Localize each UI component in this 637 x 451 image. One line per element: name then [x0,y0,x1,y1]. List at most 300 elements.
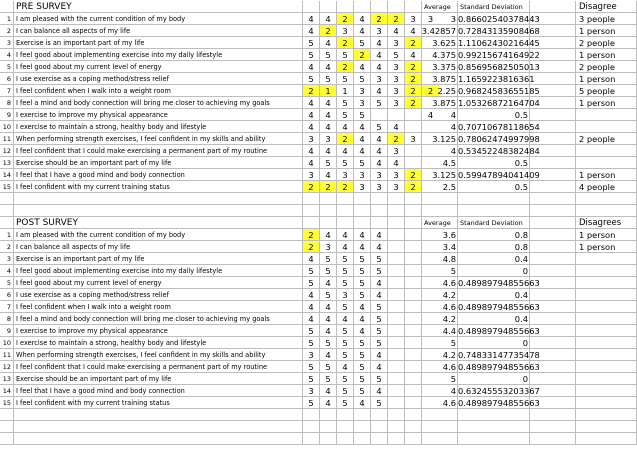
empty-cell[interactable] [388,325,405,337]
score-cell[interactable]: 4 [303,13,320,25]
score-cell[interactable]: 4 [371,145,388,157]
score-cell[interactable]: 2 [405,73,422,85]
score-cell[interactable]: 4 [303,313,320,325]
survey-statement[interactable]: I use exercise as a coping method/stress relief [14,289,303,301]
survey-statement[interactable]: I feel good about my current level of energy [14,61,303,73]
average-value[interactable]: 4.2 [422,289,458,301]
empty-cell[interactable] [388,265,405,277]
score-cell[interactable]: 3 [303,169,320,181]
disagree-count[interactable]: 1 person [576,241,637,253]
score-cell[interactable] [405,121,422,133]
score-cell[interactable]: 3 [303,133,320,145]
pre-std-dev-header[interactable]: Standard Deviation [458,1,530,13]
score-cell[interactable]: 2 [388,13,405,25]
score-average-cell[interactable] [422,109,458,121]
empty-cell[interactable] [405,253,422,265]
empty-cell[interactable] [405,421,422,433]
survey-statement[interactable]: I am pleased with the current condition of my body [14,229,303,241]
score-cell[interactable]: 2 [337,13,354,25]
survey-statement[interactable]: I feel good about my current level of energy [14,277,303,289]
score-cell[interactable]: 2 [405,85,422,97]
score-average-cell[interactable] [422,25,458,37]
empty-cell[interactable] [0,409,14,421]
empty-cell[interactable] [530,433,576,445]
disagree-count[interactable] [576,289,637,301]
score-cell[interactable]: 2 [303,85,320,97]
empty-cell[interactable] [371,409,388,421]
survey-statement[interactable]: I use exercise as a coping method/stress relief [14,73,303,85]
empty-cell[interactable] [354,409,371,421]
survey-statement[interactable]: I can balance all aspects of my life [14,25,303,37]
score-cell[interactable]: 2 [320,25,337,37]
survey-statement[interactable]: Exercise is an important part of my life [14,37,303,49]
std-dev-value[interactable]: 0.48989794855663 [458,302,540,312]
score-cell[interactable]: 4 [354,229,371,241]
score-cell[interactable]: 4 [354,121,371,133]
std-dev-value[interactable]: 0.78062474997998 [458,134,540,144]
score-average-cell[interactable] [422,97,458,109]
score-cell[interactable]: 5 [354,73,371,85]
survey-statement[interactable]: When performing strength exercises, I feel confident in my skills and ability [14,133,303,145]
row-number[interactable]: 7 [0,301,14,313]
empty-cell[interactable] [388,289,405,301]
score-cell[interactable]: 4 [371,49,388,61]
score-cell[interactable]: 2 [337,181,354,193]
score-cell[interactable]: 3 [303,349,320,361]
score-cell[interactable]: 4 [354,301,371,313]
row-number[interactable]: 11 [0,349,14,361]
score-cell[interactable]: 4 [320,385,337,397]
score-cell[interactable]: 5 [354,289,371,301]
score-cell[interactable]: 3 [371,181,388,193]
score-cell[interactable]: 5 [337,253,354,265]
survey-statement[interactable]: When performing strength exercises, I feel confident in my skills and ability [14,349,303,361]
empty-cell[interactable] [530,361,576,373]
empty-cell[interactable] [530,313,576,325]
survey-statement[interactable]: I feel confident that I could make exercising a permanent part of my routine [14,145,303,157]
score-cell[interactable]: 4 [354,133,371,145]
score-cell[interactable]: 4 [405,25,422,37]
empty-cell[interactable] [303,217,320,229]
std-dev-value[interactable]: 0.99215674164922 [458,50,540,60]
empty-cell[interactable] [371,217,388,229]
empty-cell[interactable] [405,349,422,361]
score-cell[interactable]: 5 [371,313,388,325]
empty-cell[interactable] [0,421,14,433]
score-cell[interactable]: 5 [303,277,320,289]
score-cell[interactable]: 2 [405,169,422,181]
score-cell[interactable]: 4 [303,301,320,313]
average-value[interactable]: 3.4 [422,241,458,253]
score-cell[interactable]: 5 [371,265,388,277]
survey-statement[interactable]: Exercise is an important part of my life [14,253,303,265]
score-cell[interactable]: 3 [388,169,405,181]
row-number[interactable]: 9 [0,109,14,121]
empty-cell[interactable] [405,313,422,325]
score-cell[interactable]: 4 [337,361,354,373]
empty-cell[interactable] [14,205,303,217]
disagree-count[interactable] [576,109,637,121]
score-cell[interactable]: 5 [337,265,354,277]
score-cell[interactable]: 5 [354,37,371,49]
empty-cell[interactable] [371,193,388,205]
disagree-count[interactable] [576,253,637,265]
empty-cell[interactable] [458,421,530,433]
empty-cell[interactable] [354,421,371,433]
score-cell[interactable]: 4 [320,277,337,289]
empty-cell[interactable] [405,433,422,445]
score-cell[interactable]: 3 [388,145,405,157]
survey-statement[interactable]: I feel confident with my current training status [14,181,303,193]
score-cell[interactable]: 5 [354,349,371,361]
disagree-count[interactable] [576,385,637,397]
score-cell[interactable]: 5 [371,373,388,385]
disagree-count[interactable] [576,337,637,349]
score-cell[interactable]: 5 [320,49,337,61]
empty-cell[interactable] [0,193,14,205]
disagree-count[interactable]: 1 person [576,97,637,109]
disagree-count[interactable] [576,313,637,325]
row-number[interactable]: 11 [0,133,14,145]
score-cell[interactable]: 4 [388,25,405,37]
row-number[interactable]: 9 [0,325,14,337]
std-dev-value[interactable]: 0.5 [458,157,530,169]
empty-cell[interactable] [458,409,530,421]
average-value[interactable]: 4.2 [422,349,458,361]
score-cell[interactable]: 4 [337,241,354,253]
empty-cell[interactable] [530,85,576,97]
score-cell[interactable]: 4 [371,361,388,373]
empty-cell[interactable] [371,433,388,445]
survey-statement[interactable]: I feel that I have a good mind and body connection [14,385,303,397]
empty-cell[interactable] [530,325,576,337]
empty-cell[interactable] [405,361,422,373]
score-average-cell[interactable] [422,145,458,157]
score-cell[interactable] [405,145,422,157]
empty-cell[interactable] [337,217,354,229]
score-cell[interactable]: 2 [405,181,422,193]
empty-cell[interactable] [337,409,354,421]
disagree-count[interactable] [576,349,637,361]
post-average-header[interactable]: Average [422,217,458,229]
score-cell[interactable]: 5 [371,253,388,265]
empty-cell[interactable] [337,421,354,433]
empty-cell[interactable] [530,37,576,49]
disagree-count[interactable] [576,145,637,157]
empty-cell[interactable] [0,205,14,217]
row-number[interactable]: 15 [0,181,14,193]
empty-cell[interactable] [530,157,576,169]
score-cell[interactable]: 5 [354,157,371,169]
score-average-cell[interactable] [422,13,458,25]
score-cell[interactable]: 3 [371,73,388,85]
row-number[interactable]: 5 [0,61,14,73]
post-std-dev-header[interactable]: Standard Deviation [458,217,530,229]
score-average-cell[interactable] [422,169,458,181]
score-cell[interactable]: 4 [371,349,388,361]
empty-cell[interactable] [405,265,422,277]
empty-cell[interactable] [458,193,530,205]
empty-cell[interactable] [14,193,303,205]
std-dev-value[interactable]: 0.4 [458,253,530,265]
score-average-cell[interactable] [422,181,458,193]
empty-cell[interactable] [530,217,576,229]
empty-cell[interactable] [405,385,422,397]
std-dev-value[interactable]: 0.63245553203367 [458,386,540,396]
std-dev-value[interactable]: 0.4 [458,289,530,301]
empty-cell[interactable] [14,433,303,445]
post-survey-title[interactable]: POST SURVEY [14,217,303,229]
empty-cell[interactable] [0,433,14,445]
std-dev-value[interactable]: 0.70710678118654 [458,122,540,132]
score-cell[interactable]: 4 [303,97,320,109]
row-number[interactable]: 1 [0,229,14,241]
score-average-cell[interactable] [422,37,458,49]
empty-cell[interactable] [530,181,576,193]
survey-statement[interactable]: I feel good about implementing exercise into my daily lifestyle [14,265,303,277]
score-cell[interactable]: 4 [320,37,337,49]
empty-cell[interactable] [530,289,576,301]
survey-statement[interactable]: I feel a mind and body connection will bring me closer to achieving my goals [14,313,303,325]
score-cell[interactable]: 5 [354,337,371,349]
average-value[interactable]: 5 [422,337,458,349]
score-cell[interactable]: 4 [354,241,371,253]
pre-survey-title[interactable]: PRE SURVEY [14,1,303,13]
score-cell[interactable]: 1 [320,85,337,97]
score-cell[interactable]: 5 [320,265,337,277]
empty-cell[interactable] [320,409,337,421]
score-cell[interactable]: 4 [337,121,354,133]
score-cell[interactable]: 4 [371,157,388,169]
score-cell[interactable]: 2 [303,241,320,253]
score-cell[interactable]: 4 [320,145,337,157]
empty-cell[interactable] [405,397,422,409]
std-dev-value[interactable]: 0 [458,337,530,349]
empty-cell[interactable] [576,205,637,217]
score-cell[interactable]: 4 [371,385,388,397]
score-cell[interactable]: 5 [303,337,320,349]
score-cell[interactable]: 5 [320,253,337,265]
score-cell[interactable]: 5 [337,373,354,385]
empty-cell[interactable] [354,433,371,445]
score-cell[interactable]: 3 [388,181,405,193]
score-cell[interactable]: 3 [337,25,354,37]
score-cell[interactable]: 4 [354,145,371,157]
disagree-count[interactable] [576,301,637,313]
survey-statement[interactable]: I feel confident with my current training status [14,397,303,409]
std-dev-value[interactable]: 0 [458,373,530,385]
score-cell[interactable]: 4 [303,145,320,157]
std-dev-value[interactable]: 1.05326872164704 [458,98,540,108]
empty-cell[interactable] [530,193,576,205]
empty-cell[interactable] [303,193,320,205]
score-cell[interactable]: 5 [337,397,354,409]
empty-cell[interactable] [405,1,422,13]
score-average-cell[interactable] [422,73,458,85]
std-dev-value[interactable]: 0.8 [458,229,530,241]
empty-cell[interactable] [530,265,576,277]
disagree-count[interactable]: 4 people [576,181,637,193]
empty-cell[interactable] [320,193,337,205]
empty-cell[interactable] [530,61,576,73]
std-dev-value[interactable]: 0.48989794855663 [458,326,540,336]
disagree-count[interactable] [576,265,637,277]
row-number[interactable]: 10 [0,121,14,133]
score-cell[interactable]: 3 [388,97,405,109]
score-cell[interactable] [405,109,422,121]
score-cell[interactable]: 4 [405,49,422,61]
score-cell[interactable]: 4 [371,289,388,301]
empty-cell[interactable] [530,385,576,397]
score-cell[interactable]: 4 [303,121,320,133]
score-cell[interactable]: 4 [371,241,388,253]
score-cell[interactable]: 2 [405,37,422,49]
score-cell[interactable]: 3 [371,25,388,37]
std-dev-value[interactable]: 0.48989794855663 [458,398,540,408]
score-average-cell[interactable] [422,61,458,73]
disagree-count[interactable]: 5 people [576,85,637,97]
std-dev-value[interactable]: 1.1659223816361 [458,74,535,84]
empty-cell[interactable] [405,409,422,421]
empty-cell[interactable] [530,241,576,253]
disagree-count[interactable]: 2 people [576,133,637,145]
empty-cell[interactable] [530,397,576,409]
std-dev-value[interactable]: 0.5 [458,181,530,193]
score-cell[interactable]: 3 [405,133,422,145]
empty-cell[interactable] [371,1,388,13]
empty-cell[interactable] [388,253,405,265]
survey-statement[interactable]: I feel a mind and body connection will bring me closer to achieving my goals [14,97,303,109]
row-number[interactable]: 3 [0,253,14,265]
score-cell[interactable]: 4 [371,133,388,145]
score-average-cell[interactable] [422,85,458,97]
empty-cell[interactable] [530,73,576,85]
disagree-count[interactable] [576,277,637,289]
score-cell[interactable]: 2 [405,97,422,109]
empty-cell[interactable] [388,349,405,361]
score-cell[interactable]: 4 [303,253,320,265]
empty-cell[interactable] [530,13,576,25]
empty-cell[interactable] [320,217,337,229]
empty-cell[interactable] [405,277,422,289]
empty-cell[interactable] [303,409,320,421]
score-cell[interactable]: 4 [371,229,388,241]
empty-cell[interactable] [388,1,405,13]
score-cell[interactable]: 2 [320,181,337,193]
empty-cell[interactable] [458,433,530,445]
score-cell[interactable]: 2 [303,229,320,241]
row-number[interactable]: 4 [0,49,14,61]
empty-cell[interactable] [388,205,405,217]
std-dev-value[interactable]: 0.48989794855663 [458,362,540,372]
score-cell[interactable]: 4 [303,25,320,37]
score-cell[interactable]: 3 [388,73,405,85]
score-cell[interactable]: 5 [303,73,320,85]
empty-cell[interactable] [0,217,14,229]
disagree-count[interactable] [576,157,637,169]
empty-cell[interactable] [0,1,14,13]
score-cell[interactable]: 5 [303,361,320,373]
post-disagree-header[interactable]: Disagrees [576,217,637,229]
empty-cell[interactable] [388,385,405,397]
average-value[interactable]: 4.6 [422,361,458,373]
score-cell[interactable]: 4 [371,277,388,289]
empty-cell[interactable] [320,205,337,217]
score-cell[interactable]: 5 [320,289,337,301]
score-cell[interactable]: 2 [405,61,422,73]
empty-cell[interactable] [405,301,422,313]
empty-cell[interactable] [530,169,576,181]
score-cell[interactable]: 3 [303,385,320,397]
score-cell[interactable]: 2 [388,133,405,145]
score-cell[interactable]: 4 [354,313,371,325]
empty-cell[interactable] [405,289,422,301]
score-cell[interactable]: 5 [354,385,371,397]
score-cell[interactable]: 5 [337,349,354,361]
average-value[interactable]: 4.4 [422,325,458,337]
survey-statement[interactable]: I feel that I have a good mind and body connection [14,169,303,181]
score-cell[interactable]: 1 [337,85,354,97]
row-number[interactable]: 13 [0,157,14,169]
empty-cell[interactable] [354,1,371,13]
empty-cell[interactable] [530,49,576,61]
score-cell[interactable] [371,109,388,121]
score-cell[interactable]: 4 [320,97,337,109]
empty-cell[interactable] [388,241,405,253]
row-number[interactable]: 1 [0,13,14,25]
disagree-count[interactable]: 2 people [576,61,637,73]
empty-cell[interactable] [422,421,458,433]
score-cell[interactable]: 5 [337,157,354,169]
std-dev-value[interactable]: 0.74833147735478 [458,350,540,360]
score-average-cell[interactable] [422,121,458,133]
score-cell[interactable]: 4 [320,313,337,325]
score-cell[interactable]: 3 [337,169,354,181]
survey-statement[interactable]: I exercise to maintain a strong, healthy body and lifestyle [14,121,303,133]
empty-cell[interactable] [405,373,422,385]
empty-cell[interactable] [354,217,371,229]
empty-cell[interactable] [576,421,637,433]
score-cell[interactable]: 4 [303,157,320,169]
score-cell[interactable]: 3 [337,289,354,301]
score-cell[interactable]: 5 [371,301,388,313]
empty-cell[interactable] [422,205,458,217]
score-cell[interactable]: 5 [337,277,354,289]
row-number[interactable]: 4 [0,265,14,277]
score-cell[interactable]: 5 [303,37,320,49]
score-cell[interactable]: 4 [354,397,371,409]
score-cell[interactable]: 4 [320,325,337,337]
score-cell[interactable]: 5 [320,337,337,349]
empty-cell[interactable] [388,337,405,349]
score-cell[interactable]: 4 [320,13,337,25]
score-cell[interactable]: 4 [388,121,405,133]
score-cell[interactable]: 5 [371,397,388,409]
std-dev-value[interactable]: 0.48989794855663 [458,278,540,288]
empty-cell[interactable] [388,433,405,445]
empty-cell[interactable] [530,1,576,13]
score-cell[interactable]: 4 [320,169,337,181]
survey-statement[interactable]: I feel confident that I could make exercising a permanent part of my routine [14,361,303,373]
pre-average-header[interactable]: Average [422,1,458,13]
score-cell[interactable]: 5 [371,325,388,337]
score-cell[interactable]: 4 [303,61,320,73]
std-dev-value[interactable]: 0.4 [458,313,530,325]
average-value[interactable]: 4.6 [422,397,458,409]
average-value[interactable]: 4.6 [422,277,458,289]
disagree-count[interactable] [576,121,637,133]
std-dev-value[interactable]: 0.86602540378443 [458,14,540,24]
